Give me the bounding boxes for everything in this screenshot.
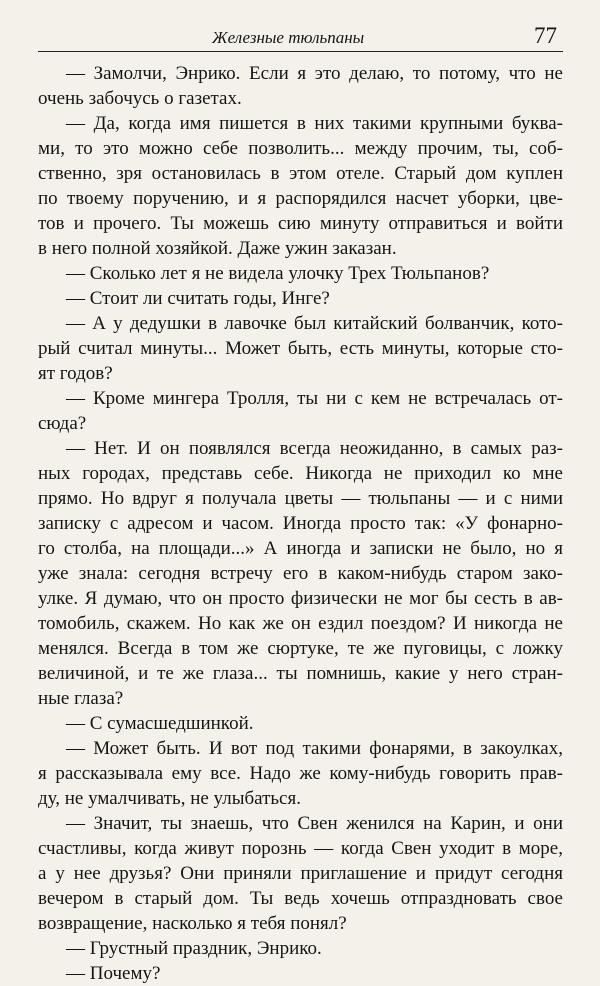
text-line: ственно, зря остановилась в этом отеле. Старый дом куплен [38,163,563,184]
text-line: — Значит, ты знаешь, что Свен женился на Карин, и они [66,813,563,834]
text-line: ные глаза? [38,688,124,709]
text-line: — А у дедушки в лавочке был китайский болванчик, кото- [66,313,563,334]
text-line: ми, то это можно себе позволить... между прочим, ты, соб- [38,138,563,159]
text-line: прямо. Но вдруг я получала цветы — тюльпаны — и с ними [38,488,563,509]
text-line: величиной, и те же глаза... ты помнишь, какие у него стран- [38,663,563,684]
text-line: сюда? [38,413,87,434]
header-rule [38,51,563,52]
text-line: счастливы, когда живут порознь — когда Свен уходит в море, [38,838,563,859]
text-line: а у нее друзья? Они приняли приглашение и придут сегодня [38,863,563,884]
text-line: — Стоит ли считать годы, Инге? [66,288,330,309]
running-header [38,24,563,54]
text-line: ных городах, представь себе. Никогда не приходил ко мне [38,463,563,484]
text-line: уже знала: сегодня встречу его в каком-нибудь старом зако- [38,563,563,584]
text-line: я рассказывала ему все. Надо же кому-нибудь говорить прав- [38,763,563,784]
text-line: в него полной хозяйкой. Даже ужин заказан. [38,238,397,259]
text-line: тов и прочего. Ты можешь сию минуту отправиться и войти [38,213,563,234]
text-line: — Да, когда имя пишется в них такими крупными буква- [66,113,563,134]
body-text [38,61,563,986]
running-title: Железные тюльпаны [212,28,365,47]
text-line: томобиль, скажем. Но как же он ездил поездом? И никогда не [38,613,563,634]
text-line: — Замолчи, Энрико. Если я это делаю, то потому, что не [66,63,563,84]
text-line: ят годов? [38,363,113,384]
page-number: 77 [534,23,557,48]
text-line: улке. Я думаю, что он просто физически не мог бы сесть в ав- [38,588,563,609]
text-line: — Почему? [66,963,161,984]
text-line: — Может быть. И вот под такими фонарями, в закоулках, [66,738,563,759]
text-line: — Сколько лет я не видела улочку Трех Тюльпанов? [66,263,490,284]
text-line: записку с адресом и часом. Иногда просто так: «У фонарно- [38,513,563,534]
text-line: ду, не умалчивать, не улыбаться. [38,788,301,809]
text-line: — Грустный праздник, Энрико. [66,938,322,959]
text-line: по твоему поручению, и я распорядился насчет уборки, цве- [38,188,563,209]
text-line: очень забочусь о газетах. [38,88,242,109]
text-line: менялся. Всегда в том же сюртуке, те же пуговицы, с ложку [38,638,563,659]
text-line: рый считал минуты... Может быть, есть минуты, которые сто- [38,338,563,359]
text-line: го столба, на площади...» А иногда и записки не было, но я [38,538,563,559]
text-line: вечером в старый дом. Ты ведь хочешь отпраздновать свое [38,888,563,909]
text-line: — С сумасшедшинкой. [66,713,254,734]
text-line: возвращение, насколько я тебя понял? [38,913,347,934]
text-line: — Кроме мингера Тролля, ты ни с кем не встречалась от- [66,388,563,409]
text-line: — Нет. И он появлялся всегда неожиданно, в самых раз- [66,438,563,459]
